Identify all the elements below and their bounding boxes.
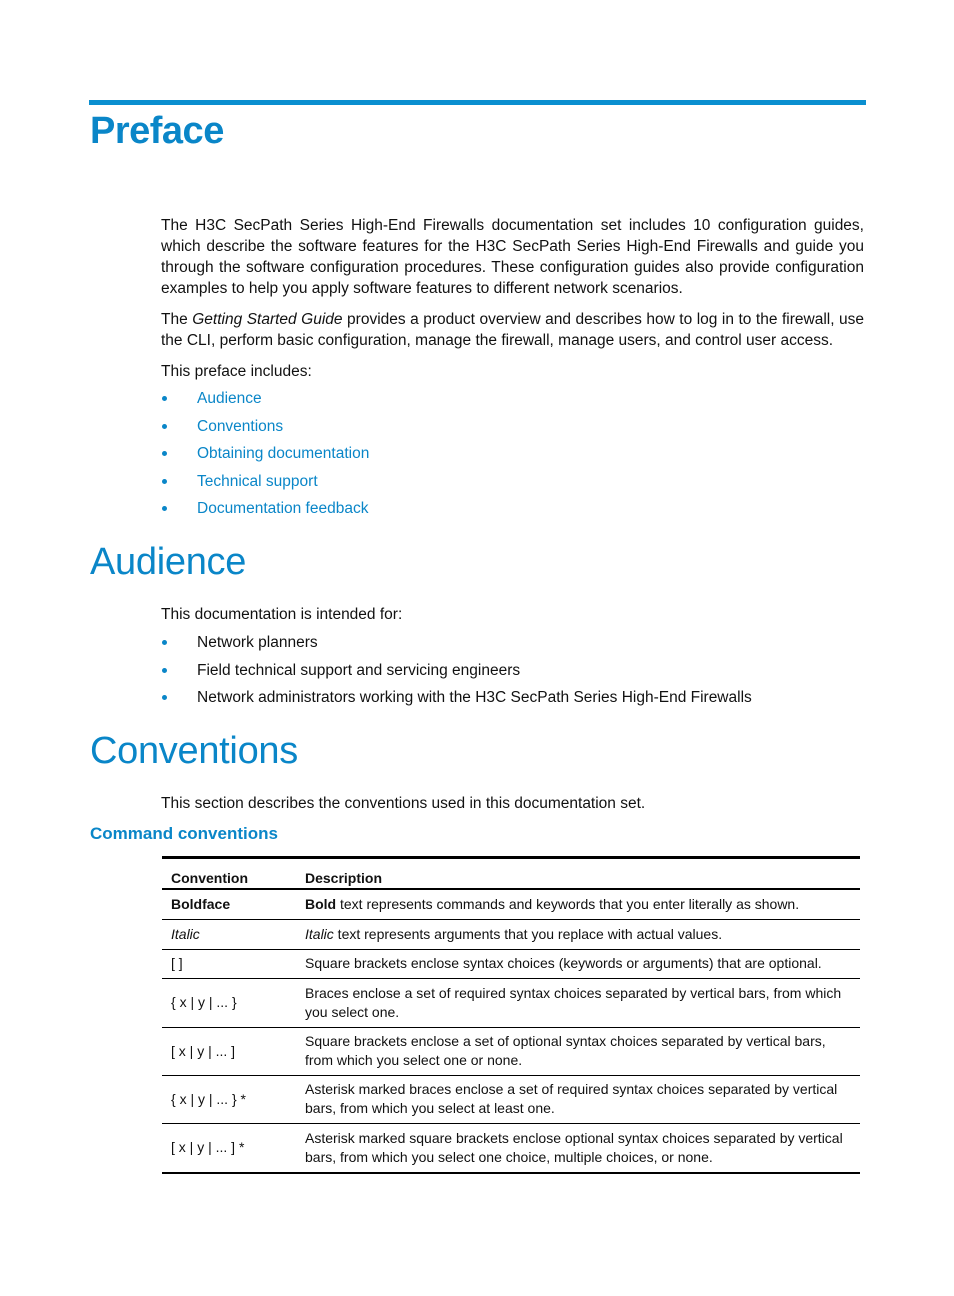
bullet-icon bbox=[162, 640, 167, 645]
audience-heading: Audience bbox=[90, 541, 247, 583]
description-cell: Asterisk marked braces enclose a set of required syntax choices separated by vertical bars, from which you select at least one. bbox=[296, 1075, 860, 1123]
bullet-icon bbox=[162, 695, 167, 700]
description-cell: Braces enclose a set of required syntax choices separated by vertical bars, from which you select one. bbox=[296, 978, 860, 1027]
column-header-description: Description bbox=[296, 858, 860, 890]
preface-includes-label: This preface includes: bbox=[161, 363, 312, 380]
link-audience[interactable]: Audience bbox=[197, 390, 262, 407]
table-row bbox=[162, 1075, 860, 1123]
convention-cell: { x | y | ... } * bbox=[162, 1075, 296, 1123]
audience-item: Network planners bbox=[197, 634, 318, 651]
bullet-icon bbox=[162, 668, 167, 673]
description-cell bbox=[296, 889, 860, 919]
link-conventions[interactable]: Conventions bbox=[197, 417, 284, 435]
description-lead: Bold bbox=[305, 895, 337, 912]
getting-started-guide-title: Getting Started Guide bbox=[192, 311, 343, 328]
convention-cell: [ x | y | ... ] * bbox=[162, 1123, 296, 1173]
table-header-row bbox=[162, 858, 860, 890]
audience-intro: This documentation is intended for: bbox=[161, 606, 403, 623]
page-title: Preface bbox=[90, 110, 224, 152]
table-row bbox=[162, 1123, 860, 1173]
bullet-icon bbox=[162, 451, 167, 456]
bullet-icon bbox=[162, 506, 167, 511]
description-rest: text represents arguments that you replace with actual values. bbox=[333, 925, 723, 942]
description-cell bbox=[296, 919, 860, 949]
command-conventions-heading: Command conventions bbox=[90, 824, 278, 843]
conventions-intro: This section describes the conventions used in this documentation set. bbox=[161, 795, 646, 812]
table-row bbox=[162, 949, 860, 978]
bullet-icon bbox=[162, 424, 167, 429]
bullet-icon bbox=[162, 396, 167, 401]
audience-item: Field technical support and servicing engineers bbox=[197, 661, 521, 679]
bullet-icon bbox=[162, 479, 167, 484]
audience-item: Network administrators working with the H3C SecPath Series High-End Firewalls bbox=[197, 689, 752, 706]
description-cell: Square brackets enclose syntax choices (keywords or arguments) that are optional. bbox=[296, 949, 860, 978]
preface-intro-paragraph: The H3C SecPath Series High-End Firewalls documentation set includes 10 configuration guides, which describe the software features for the H3C SecPath Series High-End Firewalls and guide you through the software configuration procedures. These configuration guides also provide configuration examples to help you apply software features to different network scenarios. bbox=[161, 217, 864, 297]
convention-cell: [ x | y | ... ] bbox=[162, 1027, 296, 1075]
description-lead: Italic bbox=[305, 925, 334, 942]
convention-cell: Italic bbox=[162, 919, 296, 949]
table-row bbox=[162, 978, 860, 1027]
link-documentation-feedback[interactable]: Documentation feedback bbox=[197, 500, 369, 517]
intro2-after: provides a product overview and describes how to log in to the firewall, use the CLI, perform basic configuration, manage the firewall, manage users, and control user access. bbox=[161, 311, 865, 349]
table-row bbox=[162, 1027, 860, 1075]
preface-getting-started-paragraph bbox=[161, 309, 864, 351]
convention-cell: { x | y | ... } bbox=[162, 978, 296, 1027]
command-conventions-table bbox=[162, 856, 860, 1174]
link-obtaining-documentation[interactable]: Obtaining documentation bbox=[197, 445, 370, 462]
description-rest: text represents commands and keywords that you enter literally as shown. bbox=[336, 895, 800, 912]
column-header-convention: Convention bbox=[162, 858, 296, 890]
table-row bbox=[162, 919, 860, 949]
top-rule bbox=[89, 100, 866, 105]
table-row bbox=[162, 889, 860, 919]
description-cell: Square brackets enclose a set of optional syntax choices separated by vertical bars, from which you select one or none. bbox=[296, 1027, 860, 1075]
convention-cell: [ ] bbox=[162, 949, 296, 978]
description-cell: Asterisk marked square brackets enclose optional syntax choices separated by vertical bars, from which you select one choice, multiple choices, or none. bbox=[296, 1123, 860, 1173]
link-technical-support[interactable]: Technical support bbox=[197, 472, 318, 490]
conventions-heading: Conventions bbox=[90, 730, 298, 772]
intro2-before: The bbox=[161, 311, 193, 328]
convention-cell: Boldface bbox=[162, 889, 296, 919]
